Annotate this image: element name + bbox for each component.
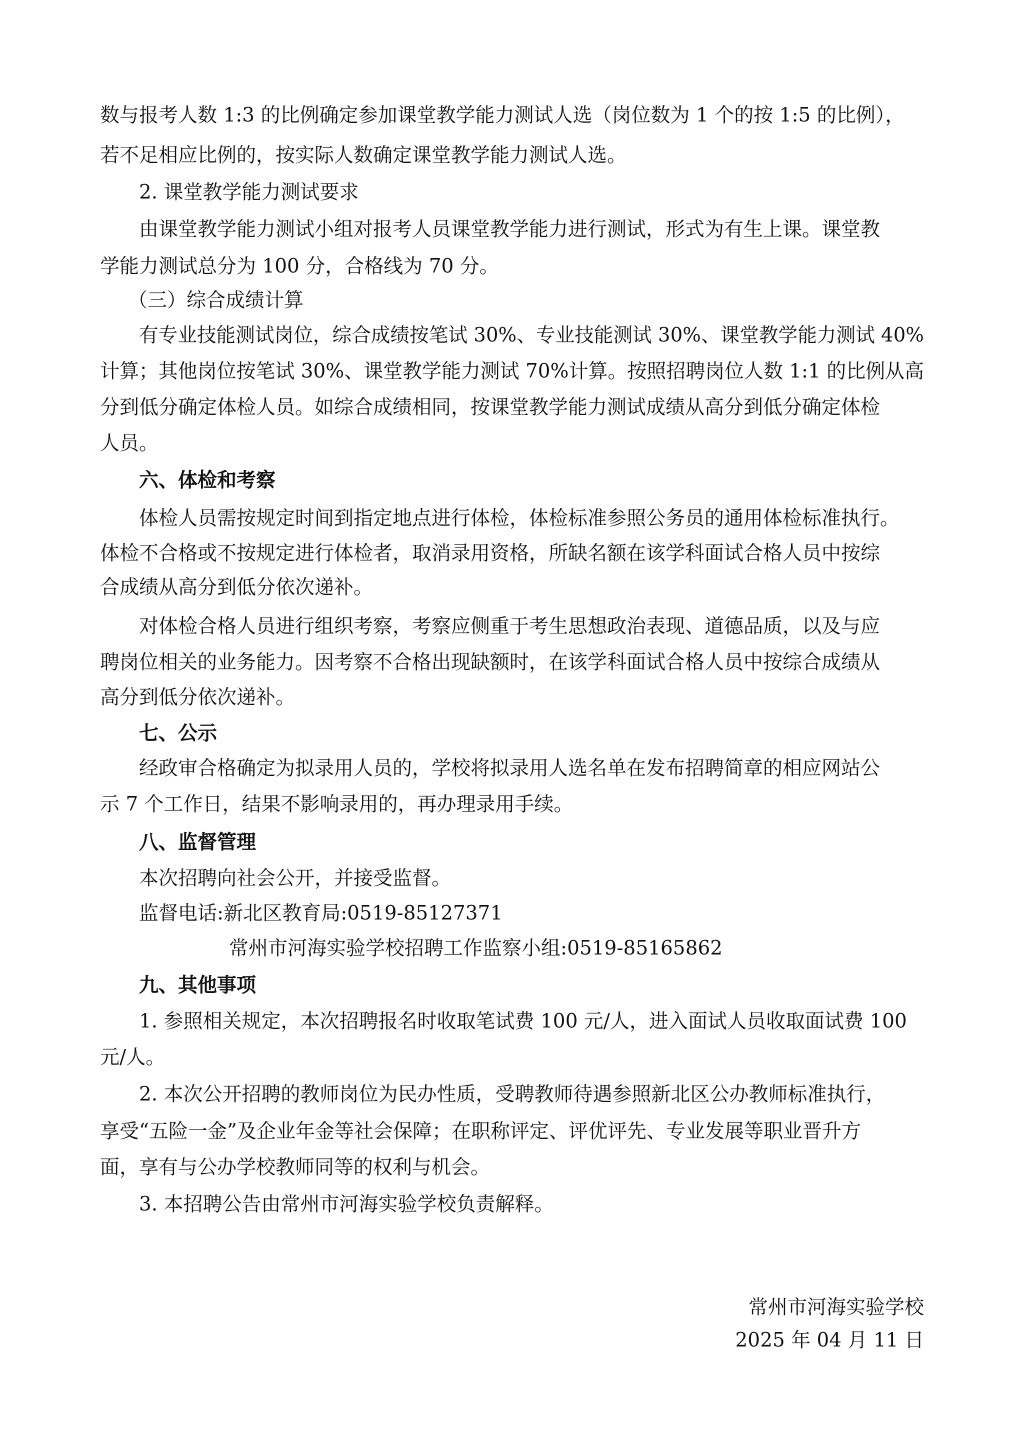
paragraph-line: 由课堂教学能力测试小组对报考人员课堂教学能力进行测试，形式为有生上课。课堂教 — [139, 217, 881, 241]
paragraph-line: 计算；其他岗位按笔试 30%、课堂教学能力测试 70%计算。按照招聘岗位人数 1:1 的比例从高 — [100, 359, 924, 383]
paragraph-line: 对体检合格人员进行组织考察，考察应侧重于考生思想政治表现、道德品质，以及与应 — [139, 614, 881, 638]
paragraph-line: 经政审合格确定为拟录用人员的，学校将拟录用人选名单在发布招聘简章的相应网站公 — [139, 756, 881, 780]
paragraph-line: 2. 本次公开招聘的教师岗位为民办性质，受聘教师待遇参照新北区公办教师标准执行， — [139, 1082, 886, 1106]
paragraph-line: 分到低分确定体检人员。如综合成绩相同，按课堂教学能力测试成绩从高分到低分确定体检 — [100, 395, 881, 419]
subsection-title: （三）综合成绩计算 — [128, 288, 304, 312]
paragraph-line: 高分到低分依次递补。 — [100, 685, 296, 709]
paragraph-line: 1. 参照相关规定，本次招聘报名时收取笔试费 100 元/人，进入面试人员收取面试费 100 — [139, 1009, 907, 1033]
paragraph-line: 本次招聘向社会公开，并接受监督。 — [139, 866, 452, 890]
paragraph-line: 聘岗位相关的业务能力。因考察不合格出现缺额时，在该学科面试合格人员中按综合成绩从 — [100, 650, 881, 674]
subsection-title: 2. 课堂教学能力测试要求 — [139, 180, 359, 204]
paragraph-line: 体检人员需按规定时间到指定地点进行体检，体检标准参照公务员的通用体检标准执行。 — [139, 506, 900, 530]
section-heading: 八、监督管理 — [139, 830, 257, 854]
signature-organization: 常州市河海实验学校 — [748, 1295, 924, 1319]
paragraph-line: 有专业技能测试岗位，综合成绩按笔试 30%、专业技能测试 30%、课堂教学能力测试 40% — [139, 323, 924, 347]
section-heading: 九、其他事项 — [139, 973, 257, 997]
paragraph-line: 体检不合格或不按规定进行体检者，取消录用资格，所缺名额在该学科面试合格人员中按综 — [100, 541, 881, 565]
paragraph-line: 若不足相应比例的，按实际人数确定课堂教学能力测试人选。 — [100, 143, 627, 167]
section-heading: 七、公示 — [139, 721, 218, 745]
paragraph-line: 数与报考人数 1:3 的比例确定参加课堂教学能力测试人选（岗位数为 1 个的按 1:5 的比例）， — [100, 103, 905, 127]
supervision-phone: 监督电话:新北区教育局:0519-85127371 — [139, 901, 503, 925]
paragraph-line: 人员。 — [100, 431, 159, 455]
paragraph-line: 示 7 个工作日，结果不影响录用的，再办理录用手续。 — [100, 792, 574, 816]
paragraph-line: 3. 本招聘公告由常州市河海实验学校负责解释。 — [139, 1192, 554, 1216]
paragraph-line: 元/人。 — [100, 1045, 166, 1069]
paragraph-line: 面，享有与公办学校教师同等的权利与机会。 — [100, 1155, 491, 1179]
paragraph-line: 学能力测试总分为 100 分，合格线为 70 分。 — [100, 254, 499, 278]
paragraph-line: 享受“五险一金”及企业年金等社会保障；在职称评定、评优评先、专业发展等职业晋升方 — [100, 1119, 861, 1143]
section-heading: 六、体检和考察 — [139, 468, 276, 492]
signature-date: 2025 年 04 月 11 日 — [735, 1328, 924, 1352]
supervision-phone: 常州市河海实验学校招聘工作监察小组:0519-85165862 — [229, 936, 723, 960]
paragraph-line: 合成绩从高分到低分依次递补。 — [100, 575, 374, 599]
